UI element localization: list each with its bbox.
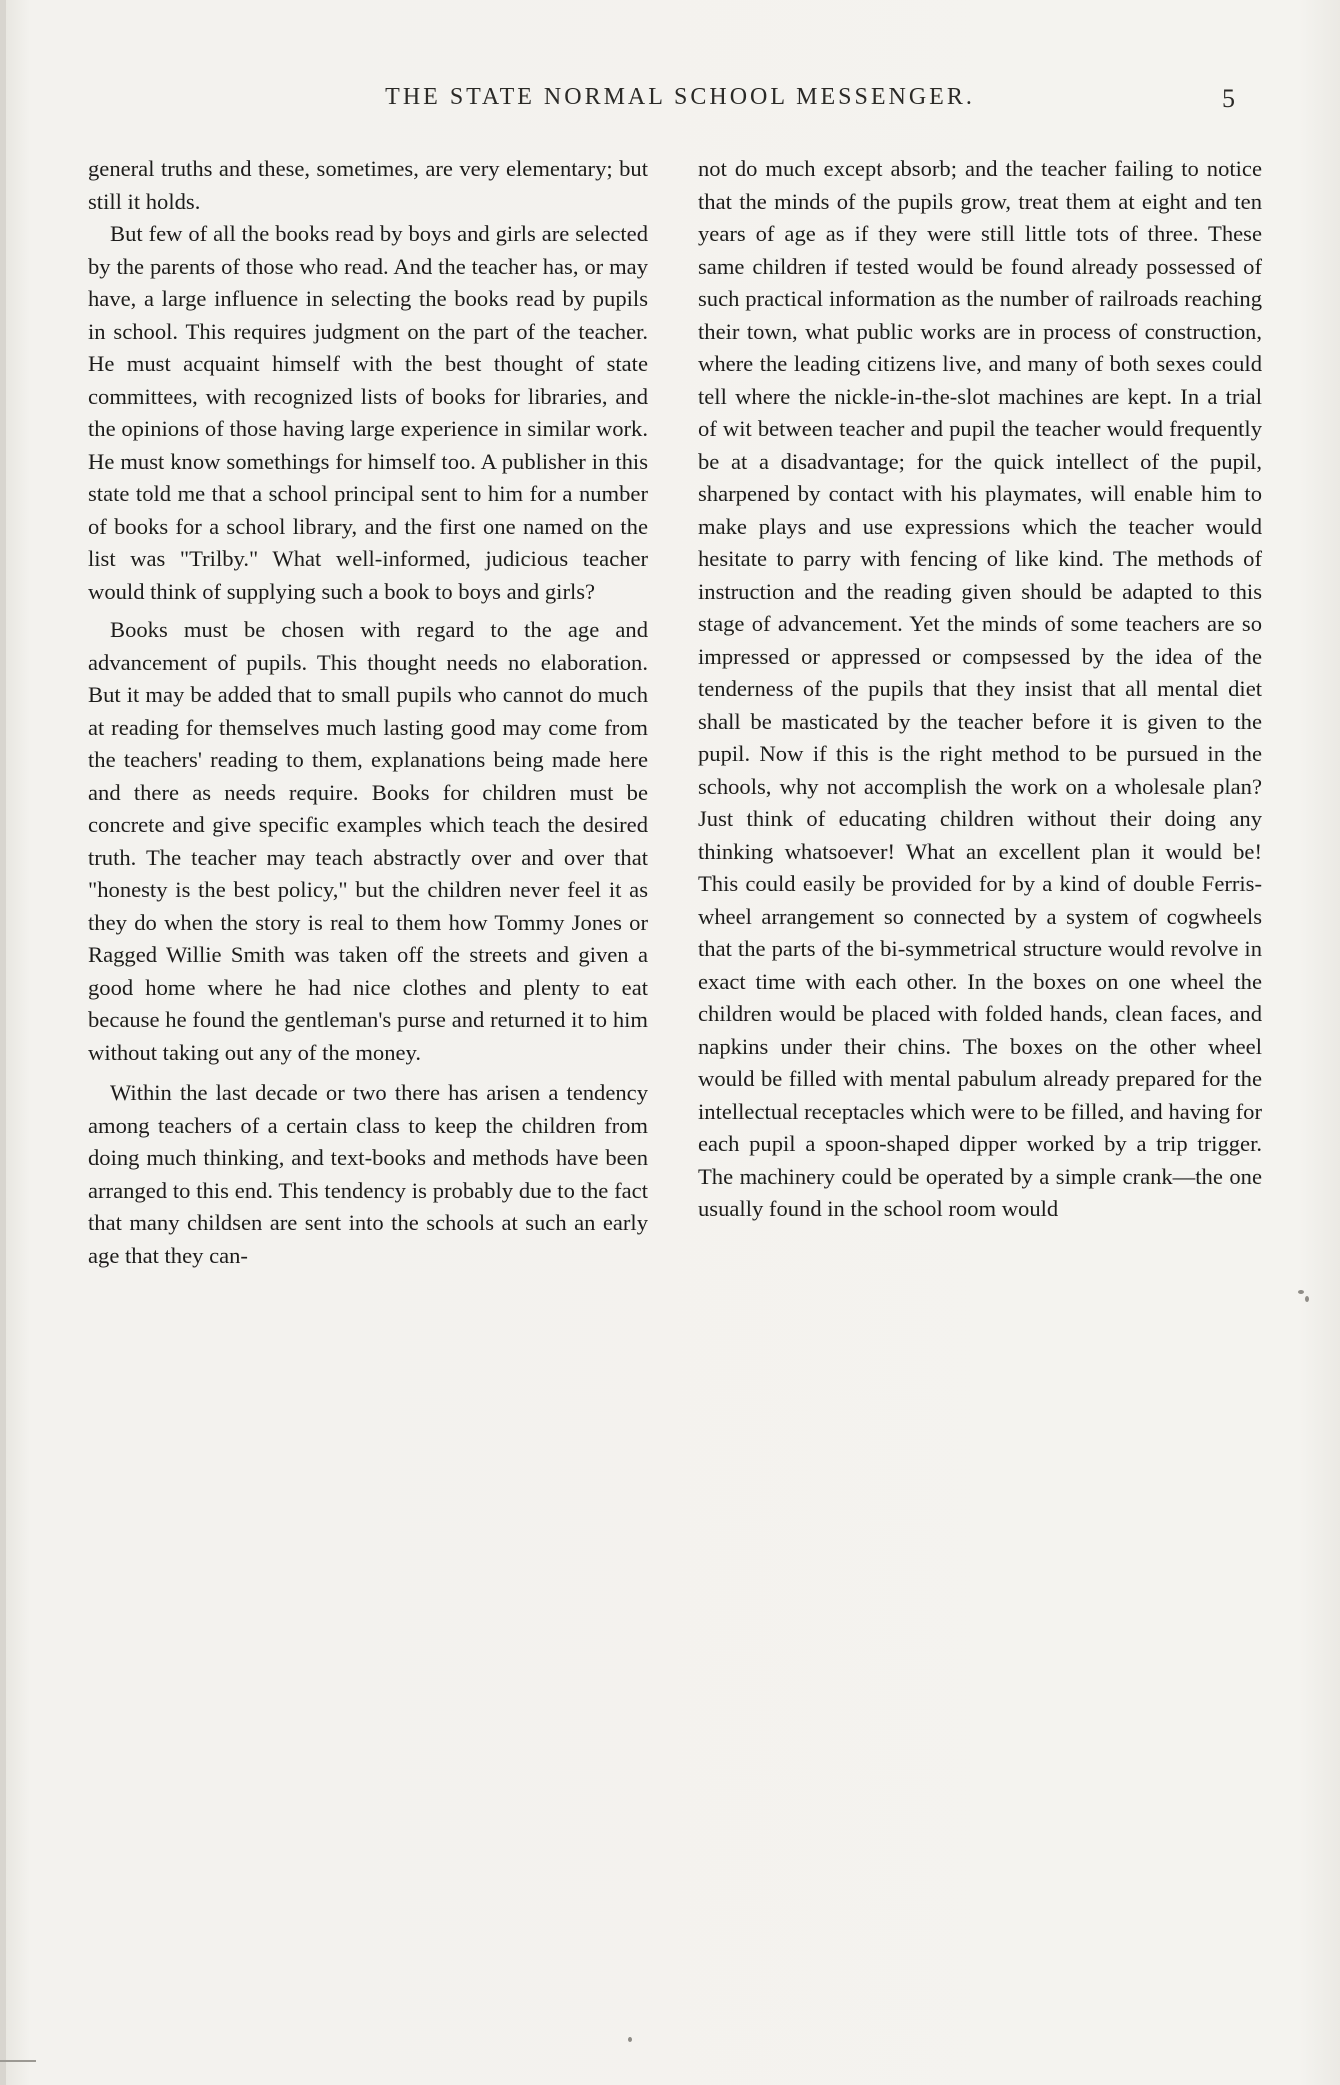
- page-number: 5: [1222, 84, 1235, 113]
- scan-speck: [1298, 1290, 1304, 1294]
- left-paragraph-1: general truths and these, sometimes, are very elementary; but still it holds.: [88, 156, 648, 214]
- running-title: THE STATE NORMAL SCHOOL MESSENGER.: [385, 84, 975, 110]
- bottom-edge-mark: [0, 2060, 36, 2062]
- scan-speck: [1305, 1296, 1309, 1302]
- page-binding-edge: [0, 0, 6, 2085]
- left-paragraph-3: Books must be chosen with regard to the age and advancement of pupils. This thought needs no elaboration. But it may be added that to small pupils who cannot do much at reading for themselves much lasting good may come from the teachers' reading to them, explanations being made here and there as needs require. Books for children must be concrete and give specific examples which teach the desired truth. The teacher may teach abstractly over and over that "honesty is the best policy," but the children never feel it as they do when the story is real to them how Tommy Jones or Ragged Willie Smith was taken off the streets and given a good home where he had nice clothes and plenty to eat because he found the gentleman's purse and returned it to him without taking out any of the money.: [88, 617, 648, 1065]
- left-paragraph-4: Within the last decade or two there has arisen a tendency among teachers of a certain class to keep the children from doing much thinking, and text-books and methods have been arranged to this end. This tendency is probably due to the fact that many childsen are sent into the schools at such an early age that they can-: [88, 1080, 648, 1268]
- left-column: [88, 153, 648, 1272]
- page-header: [0, 84, 1340, 124]
- left-paragraph-2: But few of all the books read by boys and girls are selected by the parents of those who read. And the teacher has, or may have, a large influence in selecting the books read by pupils in school. This requires judgment on the part of the teacher. He must acquaint himself with the best thought of state committees, with recognized lists of books for libraries, and the opinions of those having large experience in similar work. He must know somethings for himself too. A publisher in this state told me that a school principal sent to him for a number of books for a school library, and the first one named on the list was "Trilby." What well-informed, judicious teacher would think of supplying such a book to boys and girls?: [88, 221, 648, 604]
- right-paragraph-1: not do much except absorb; and the teacher failing to notice that the minds of the pupils grow, treat them at eight and ten years of age as if they were still little tots of three. These same children if tested would be found already possessed of such practical information as the number of railroads reaching their town, what public works are in process of construction, where the leading citizens live, and many of both sexes could tell where the nickle-in-the-slot machines are kept. In a trial of wit between teacher and pupil the teacher would frequently be at a disadvantage; for the quick intellect of the pupil, sharpened by contact with his playmates, will enable him to make plays and use expressions which the teacher would hesitate to parry with fencing of like kind. The methods of instruction and the reading given should be adapted to this stage of advancement. Yet the minds of some teachers are so impressed or appressed or compsessed by the idea of the tenderness of the pupils that they insist that all mental diet shall be masticated by the teacher before it is given to the pupil. Now if this is the right method to be pursued in the schools, why not accomplish the work on a wholesale plan? Just think of educating children without their doing any thinking whatsoever! What an excellent plan it would be! This could easily be provided for by a kind of double Ferris-wheel arrangement so connected by a system of cogwheels that the parts of the bi-symmetrical structure would revolve in exact time with each other. In the boxes on one wheel the children would be placed with folded hands, clean faces, and napkins under their chins. The boxes on the other wheel would be filled with mental pabulum already prepared for the intellectual receptacles which were to be filled, and having for each pupil a spoon-shaped dipper worked by a trip trigger. The machinery could be operated by a simple crank—the one usually found in the school room would: [698, 156, 1262, 1221]
- right-column: [698, 153, 1262, 1226]
- scan-speck: [628, 2037, 632, 2042]
